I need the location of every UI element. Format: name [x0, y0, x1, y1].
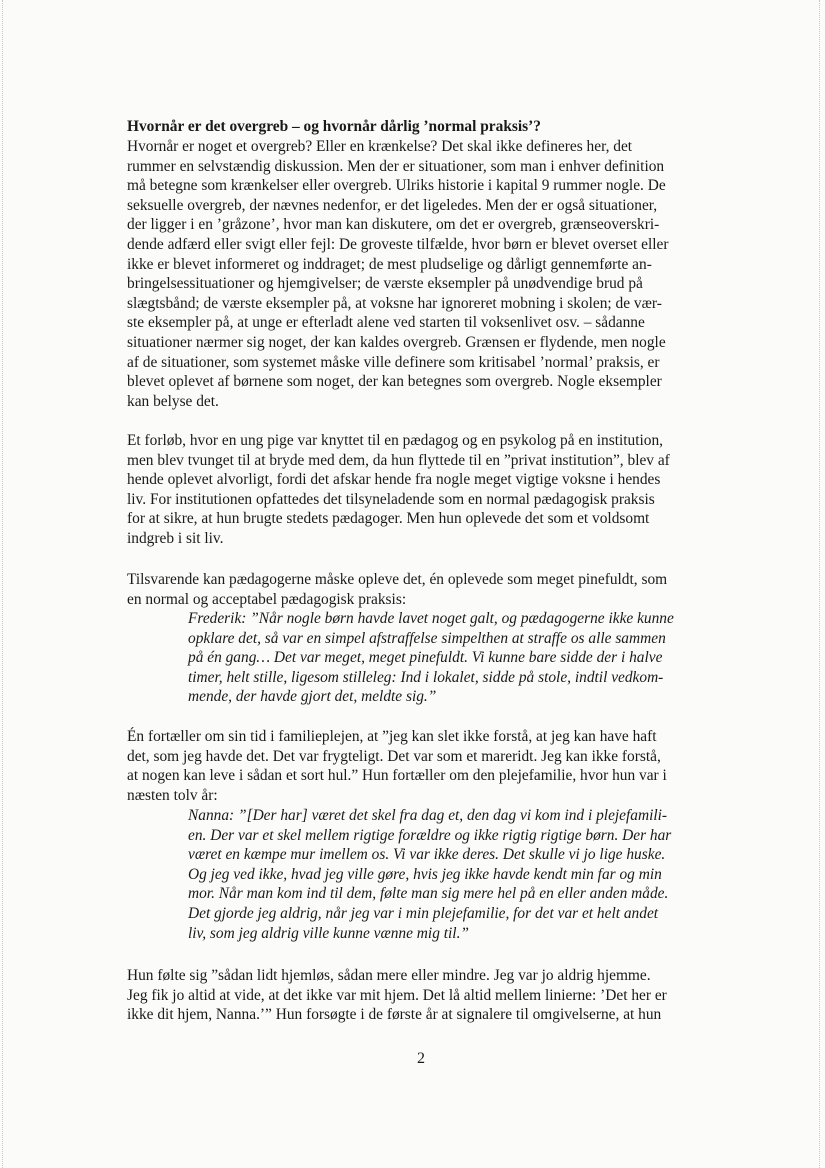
text-line: må betegne som krænkelser eller overgreb. Ulriks historie i kapital 9 rummer nogle. De: [127, 177, 666, 195]
text-line: timer, helt stille, ligesom stilleleg: Ind i lokalet, sidde på stole, indtil vedkom-: [188, 668, 664, 686]
paragraph: [127, 137, 727, 411]
text-line: en normal og acceptabel pædagogisk praksis:: [127, 590, 407, 608]
block-quote: [188, 609, 788, 707]
text-line: ikke er blevet informeret og inddraget; de mest pludselige og dårligt gennemførte an-: [127, 255, 652, 273]
text-line: Og jeg ved ikke, hvad jeg ville gøre, hvis jeg ikke havde kendt min far og min: [188, 865, 662, 883]
text-line: bringelsessituationer og hjemgivelser; de værste eksempler på unødvendige brud på: [127, 275, 643, 293]
text-line: Frederik: ”Når nogle børn havde lavet noget galt, og pædagogerne ikke kunne: [188, 610, 674, 627]
text-line: Et forløb, hvor en ung pige var knyttet til en pædagog og en psykolog på en institution,: [127, 432, 664, 449]
text-line: at nogen kan leve i sådan et sort hul.” Hun fortæller om den plejefamilie, hvor hun var i: [127, 767, 667, 785]
text-line: Jeg fik jo altid at vide, at det ikke var mit hjem. Det lå altid mellem linierne: ’Det her er: [127, 986, 667, 1004]
text-line: situationer nærmer sig noget, der kan kaldes overgreb. Grænsen er flydende, men nogle: [127, 333, 666, 351]
text-line: det, som jeg havde det. Det var frygteligt. Det var som et mareridt. Jeg kan ikke forstå,: [127, 747, 661, 765]
text-line: mende, der havde gjort det, meldte sig.”: [188, 688, 437, 706]
block-quote: [188, 806, 788, 943]
section-heading: [127, 117, 727, 137]
text-line: Hun følte sig ”sådan lidt hjemløs, sådan mere eller mindre. Jeg var jo aldrig hjemme.: [127, 967, 651, 984]
text-line: ste eksempler på, at unge er efterladt alene ved starten til voksenlivet osv. – sådanne: [127, 314, 645, 332]
text-line: Hvornår er noget et overgreb? Eller en krænkelse? Det skal ikke defineres her, det: [127, 138, 633, 155]
text-line: af de situationer, som systemet måske ville definere som kritisabel ’normal’ praksis, er: [127, 353, 660, 371]
text-line: en. Der var et skel mellem rigtige forældre og ikke rigtig rigtige børn. Der har: [188, 826, 672, 844]
paragraph: [127, 570, 727, 609]
text-line: på én gang… Det var meget, meget pinefuldt. Vi kunne bare sidde der i halve: [188, 649, 663, 667]
text-line: liv, som jeg aldrig ville kunne vænne mig til.”: [188, 924, 469, 942]
heading-text: Hvornår er det overgreb – og hvornår dårlig ’normal praksis’?: [127, 118, 541, 135]
text-line: Det gjorde jeg aldrig, når jeg var i min plejefamilie, for det var et helt andet: [188, 904, 659, 922]
text-line: liv. For institutionen opfattedes det tilsyneladende som en normal pædagogisk praksis: [127, 490, 655, 508]
text-line: opklare det, så var en simpel afstraffelse simpelthen at straffe os alle sammen: [188, 629, 666, 647]
page-number: 2: [417, 1050, 425, 1067]
text-line: kan belyse det.: [127, 392, 219, 410]
paragraph: [127, 727, 727, 805]
text-line: Én fortæller om sin tid i familieplejen, at ”jeg kan slet ikke forstå, at jeg kan have haft: [127, 728, 657, 745]
text-line: dende adfærd eller svigt eller fejl: De groveste tilfælde, hvor børn er blevet overset eller: [127, 235, 669, 253]
text-line: slægtsbånd; de værste eksempler på, at voksne har ignoreret mobning i skolen; de vær-: [127, 294, 662, 312]
paragraph: [127, 966, 727, 1025]
text-line: rummer en selvstændig diskussion. Men der er situationer, som man i enhver definition: [127, 157, 665, 175]
text-line: Nanna: ”[Der har] været det skel fra dag et, den dag vi kom ind i plejefamili-: [188, 807, 668, 824]
paragraph: [127, 431, 727, 549]
text-line: været en kæmpe mur imellem os. Vi var ikke deres. Det skulle vi jo lige huske.: [188, 846, 666, 864]
scan-edge-right: [819, 0, 821, 1168]
text-line: indgreb i sit liv.: [127, 529, 224, 547]
text-line: næsten tolv år:: [127, 786, 218, 804]
text-line: hende oplevet alvorligt, fordi det afskar hende fra nogle meget vigtige voksne i hendes: [127, 471, 661, 489]
scan-edge-left: [2, 0, 4, 1168]
text-line: ikke dit hjem, Nanna.’” Hun forsøgte i de første år at signalere til omgivelserne, at hun: [127, 1006, 662, 1024]
text-line: der ligger i en ’gråzone’, hvor man kan diskutere, om det er overgreb, grænseoverskri-: [127, 216, 660, 234]
text-line: for at sikre, at hun brugte stedets pædagoger. Men hun oplevede det som et voldsomt: [127, 510, 650, 528]
text-line: Tilsvarende kan pædagogerne måske opleve det, én oplevede som meget pinefuldt, som: [127, 571, 668, 588]
text-line: blevet oplevet af børnene som noget, der kan betegnes som overgreb. Nogle eksempler: [127, 373, 662, 391]
text-line: mor. Når man kom ind til dem, følte man sig mere hel på en eller anden måde.: [188, 885, 669, 903]
text-line: seksuelle overgreb, der nævnes nedenfor, er det ligeledes. Men der er også situationer,: [127, 196, 658, 214]
text-line: men blev tvunget til at bryde med dem, da hun flyttede til en ”privat institution”, blev af: [127, 451, 670, 469]
